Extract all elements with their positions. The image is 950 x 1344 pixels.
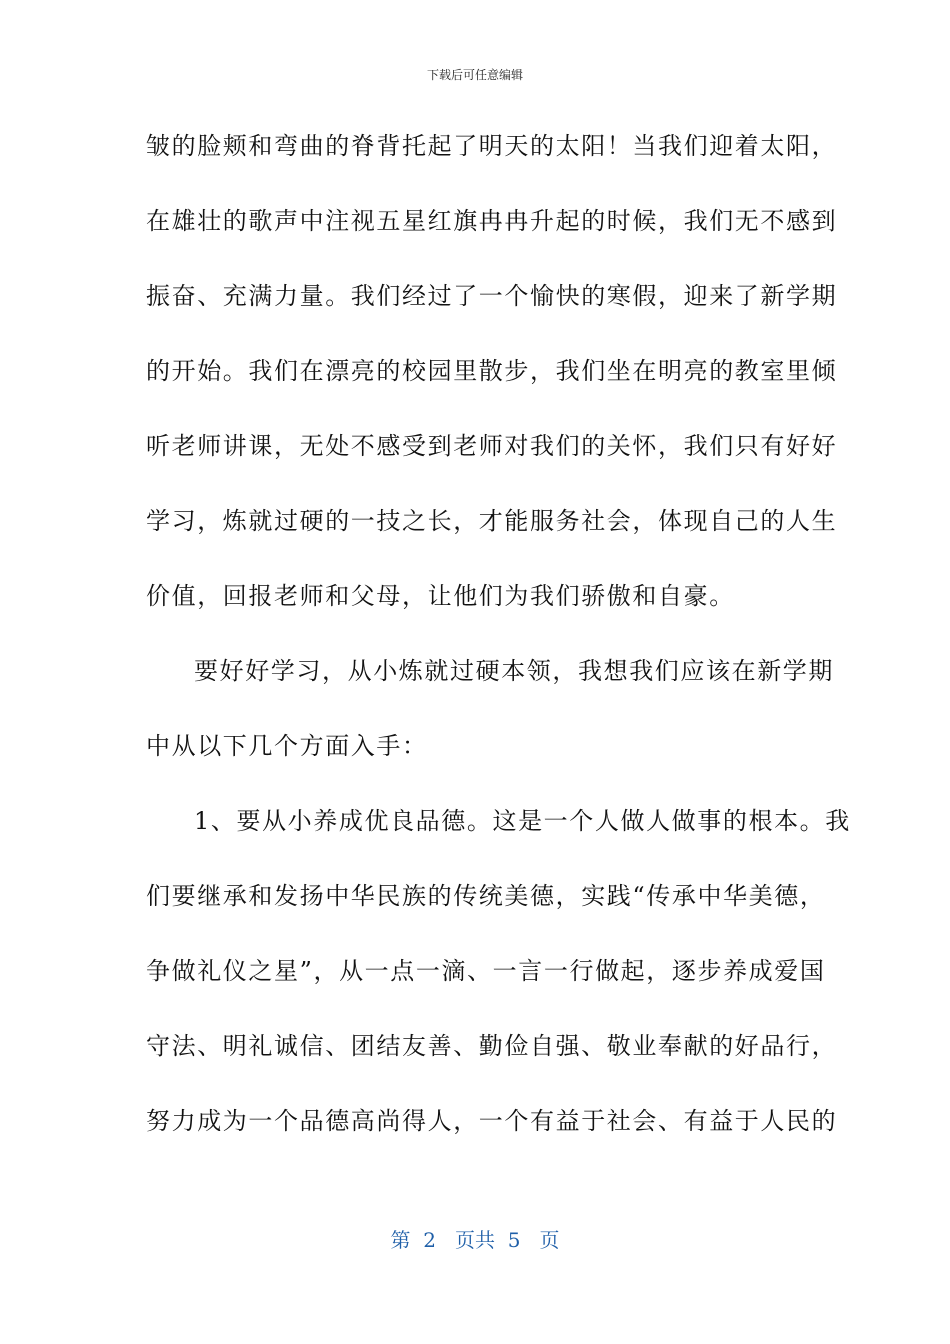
paragraph-line: 听老师讲课，无处不感受到老师对我们的关怀，我们只有好好 bbox=[146, 432, 838, 460]
paragraph-line: 价值，回报老师和父母，让他们为我们骄傲和自豪。 bbox=[146, 582, 735, 610]
paragraph-line: 们要继承和发扬中华民族的传统美德，实践“传承中华美德， bbox=[146, 882, 826, 910]
paragraph-line: 的开始。我们在漂亮的校园里散步，我们坐在明亮的教室里倾 bbox=[146, 357, 838, 385]
page-number-footer: 第 2 页共 5 页 bbox=[390, 1228, 560, 1252]
paragraph-line: 在雄壮的歌声中注视五星红旗冉冉升起的时候，我们无不感到 bbox=[146, 207, 838, 235]
paragraph-line: 守法、明礼诚信、团结友善、勤俭自强、敬业奉献的好品行， bbox=[146, 1032, 838, 1060]
paragraph-line: 要好好学习，从小炼就过硬本领，我想我们应该在新学期 bbox=[194, 657, 834, 685]
paragraph-line: 中从以下几个方面入手： bbox=[146, 732, 428, 760]
paragraph-line: 争做礼仪之星”，从一点一滴、一言一行做起，逐步养成爱国 bbox=[146, 957, 826, 985]
paragraph-line: 努力成为一个品德高尚得人，一个有益于社会、有益于人民的 bbox=[146, 1107, 838, 1135]
document-body bbox=[146, 120, 851, 1170]
paragraph-line: 皱的脸颊和弯曲的脊背托起了明天的太阳！当我们迎着太阳， bbox=[146, 132, 838, 160]
paragraph-line: 振奋、充满力量。我们经过了一个愉快的寒假，迎来了新学期 bbox=[146, 282, 838, 310]
paragraph-line: 学习，炼就过硬的一技之长，才能服务社会，体现自己的人生 bbox=[146, 507, 838, 535]
page-header-note: 下载后可任意编辑 bbox=[426, 68, 523, 82]
paragraph-line: 1、要从小养成优良品德。这是一个人做人做事的根本。我 bbox=[194, 807, 851, 835]
